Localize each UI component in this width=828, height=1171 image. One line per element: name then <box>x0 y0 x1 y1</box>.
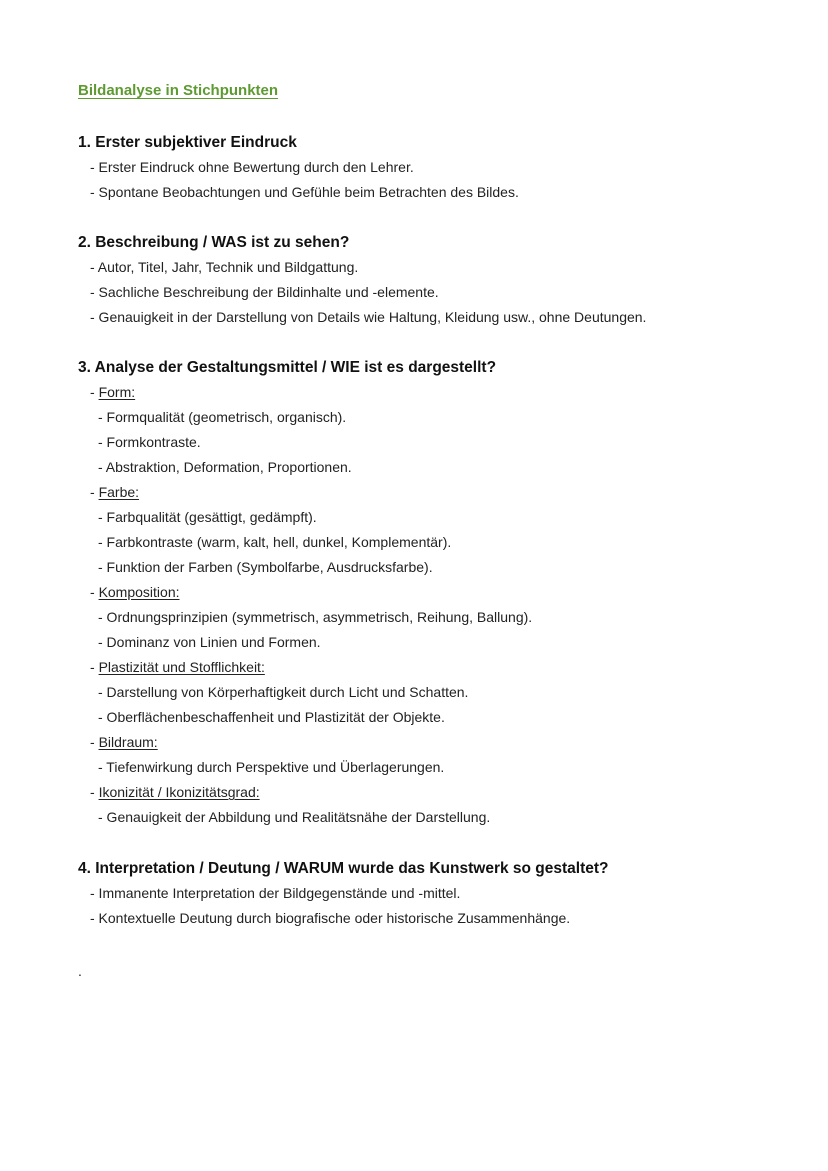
subsection-label: Farbe: <box>98 484 140 500</box>
list-item: - Formkontraste. <box>98 434 201 450</box>
subsection-label: Komposition: <box>98 584 180 600</box>
list-item: - Sachliche Beschreibung der Bildinhalte und -elemente. <box>90 284 439 300</box>
list-item: - Formqualität (geometrisch, organisch). <box>98 409 347 425</box>
list-item: - Darstellung von Körperhaftigkeit durch Licht und Schatten. <box>98 684 469 700</box>
section-heading: 3. Analyse der Gestaltungsmittel / WIE ist es dargestellt? <box>78 359 497 376</box>
list-item: - Autor, Titel, Jahr, Technik und Bildgattung. <box>90 259 359 275</box>
list-item: - Oberflächenbeschaffenheit und Plastizität der Objekte. <box>98 709 445 725</box>
section-first-impression <box>78 130 788 205</box>
subsection-label-farbe: - Farbe: <box>90 484 140 500</box>
subsection-label: Plastizität und Stofflichkeit: <box>98 659 265 675</box>
subsection-label-komposition: - Komposition: <box>90 584 180 600</box>
list-item: - Abstraktion, Deformation, Proportionen. <box>98 459 352 475</box>
list-item: - Immanente Interpretation der Bildgegenstände und -mittel. <box>90 885 461 901</box>
footer-mark: . <box>78 963 82 979</box>
section-heading: 2. Beschreibung / WAS ist zu sehen? <box>78 234 350 251</box>
list-item: - Funktion der Farben (Symbolfarbe, Ausdrucksfarbe). <box>98 559 433 575</box>
subsection-label-ikonizitaet: - Ikonizität / Ikonizitätsgrad: <box>90 784 260 800</box>
list-item: - Tiefenwirkung durch Perspektive und Überlagerungen. <box>98 759 445 775</box>
list-item: - Kontextuelle Deutung durch biografische oder historische Zusammenhänge. <box>90 910 571 926</box>
subsection-label: Form: <box>98 384 136 400</box>
list-item: - Farbkontraste (warm, kalt, hell, dunkel, Komplementär). <box>98 534 452 550</box>
subsection-label-plastizitaet: - Plastizität und Stofflichkeit: <box>90 659 265 675</box>
subsection-label: Ikonizität / Ikonizitätsgrad: <box>98 784 260 800</box>
subsection-label-bildraum: - Bildraum: <box>90 734 158 750</box>
subsection-label-form: - Form: <box>90 384 136 400</box>
subsection-label: Bildraum: <box>98 734 158 750</box>
section-interpretation <box>78 856 788 931</box>
section-analysis <box>78 355 788 830</box>
list-item: - Genauigkeit in der Darstellung von Details wie Haltung, Kleidung usw., ohne Deutungen. <box>90 309 647 325</box>
document-title: Bildanalyse in Stichpunkten <box>78 82 279 99</box>
list-item: - Erster Eindruck ohne Bewertung durch den Lehrer. <box>90 159 414 175</box>
list-item: - Genauigkeit der Abbildung und Realitätsnähe der Darstellung. <box>98 809 491 825</box>
section-description <box>78 230 788 330</box>
section-heading: 4. Interpretation / Deutung / WARUM wurde das Kunstwerk so gestaltet? <box>78 860 609 877</box>
section-heading: 1. Erster subjektiver Eindruck <box>78 134 297 151</box>
list-item: - Dominanz von Linien und Formen. <box>98 634 321 650</box>
list-item: - Farbqualität (gesättigt, gedämpft). <box>98 509 317 525</box>
list-item: - Spontane Beobachtungen und Gefühle beim Betrachten des Bildes. <box>90 184 519 200</box>
list-item: - Ordnungsprinzipien (symmetrisch, asymmetrisch, Reihung, Ballung). <box>98 609 533 625</box>
